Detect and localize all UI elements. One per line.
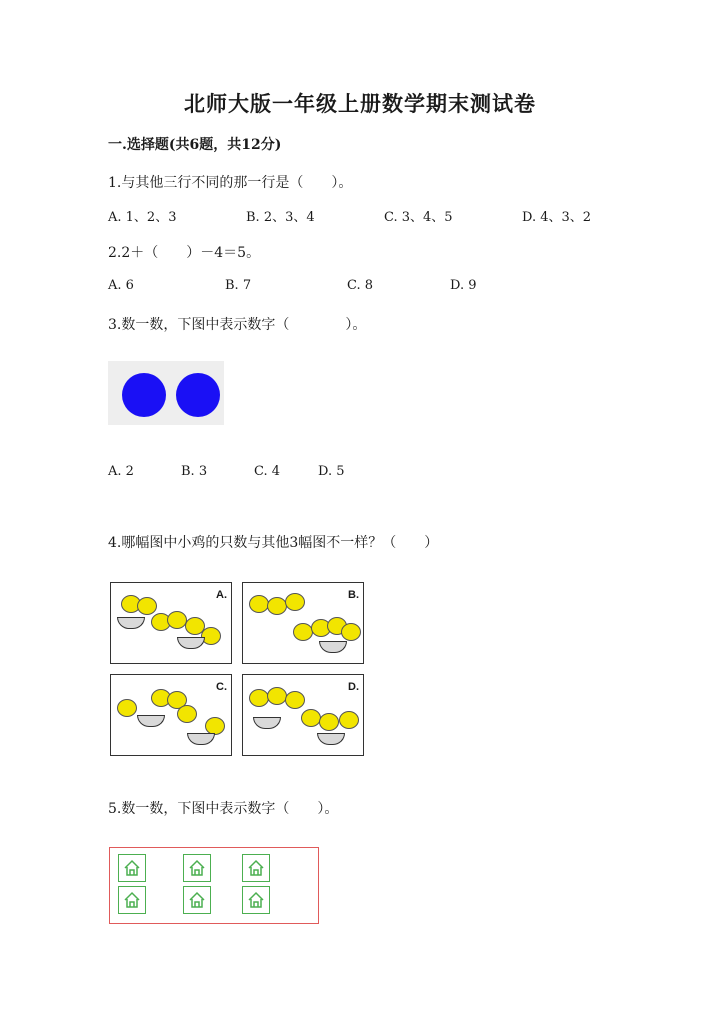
panel-label: B. bbox=[348, 589, 359, 601]
chick bbox=[293, 623, 313, 641]
question-3: 3.数一数，下图中表示数字（ ）。 bbox=[108, 317, 367, 333]
q1-option-c: C. 3、4、5 bbox=[384, 210, 453, 225]
feed-bowl bbox=[177, 637, 205, 649]
section-heading: 一.选择题(共6题，共12分) bbox=[108, 137, 282, 153]
feed-bowl bbox=[187, 733, 215, 745]
chick-panel-d bbox=[242, 674, 364, 756]
q3-option-b: B. 3 bbox=[181, 464, 208, 479]
chick-panel-c bbox=[110, 674, 232, 756]
chick bbox=[249, 689, 269, 707]
chick bbox=[339, 711, 359, 729]
panel-label: A. bbox=[216, 589, 227, 601]
chick bbox=[201, 627, 221, 645]
chick bbox=[167, 611, 187, 629]
q2-option-c: C. 8 bbox=[347, 278, 374, 293]
house-icon bbox=[183, 886, 211, 914]
q2-option-d: D. 9 bbox=[450, 278, 477, 293]
houses-figure bbox=[109, 847, 319, 924]
chick bbox=[301, 709, 321, 727]
chick bbox=[285, 593, 305, 611]
blue-circle bbox=[176, 373, 220, 417]
house-icon bbox=[118, 854, 146, 882]
blue-circle bbox=[122, 373, 166, 417]
chick bbox=[117, 699, 137, 717]
q1-option-b: B. 2、3、4 bbox=[246, 210, 315, 225]
chick bbox=[285, 691, 305, 709]
chick-figure-grid bbox=[110, 582, 366, 758]
circles-figure bbox=[108, 361, 224, 425]
q3-option-a: A. 2 bbox=[108, 464, 134, 479]
panel-label: C. bbox=[216, 681, 227, 693]
house-icon bbox=[242, 886, 270, 914]
q3-option-c: C. 4 bbox=[254, 464, 281, 479]
panel-label: D. bbox=[348, 681, 359, 693]
feed-bowl bbox=[317, 733, 345, 745]
question-2: 2.2＋（ ）－4＝5。 bbox=[108, 245, 261, 261]
chick bbox=[267, 597, 287, 615]
feed-bowl bbox=[117, 617, 145, 629]
chick bbox=[177, 705, 197, 723]
q2-option-a: A. 6 bbox=[108, 278, 134, 293]
q1-option-d: D. 4、3、2 bbox=[522, 210, 592, 225]
house-icon bbox=[118, 886, 146, 914]
feed-bowl bbox=[137, 715, 165, 727]
chick bbox=[137, 597, 157, 615]
chick bbox=[249, 595, 269, 613]
question-1: 1.与其他三行不同的那一行是（ ）。 bbox=[108, 175, 353, 191]
q3-option-d: D. 5 bbox=[318, 464, 345, 479]
feed-bowl bbox=[319, 641, 347, 653]
chick bbox=[341, 623, 361, 641]
house-icon bbox=[242, 854, 270, 882]
page-title: 北师大版一年级上册数学期末测试卷 bbox=[184, 91, 536, 116]
q1-option-a: A. 1、2、3 bbox=[108, 210, 177, 225]
chick bbox=[319, 713, 339, 731]
q2-option-b: B. 7 bbox=[225, 278, 252, 293]
chick-panel-b bbox=[242, 582, 364, 664]
question-4: 4.哪幅图中小鸡的只数与其他3幅图不一样？（ ） bbox=[108, 535, 439, 551]
chick bbox=[267, 687, 287, 705]
feed-bowl bbox=[253, 717, 281, 729]
question-5: 5.数一数，下图中表示数字（ ）。 bbox=[108, 801, 339, 817]
house-icon bbox=[183, 854, 211, 882]
chick-panel-a bbox=[110, 582, 232, 664]
